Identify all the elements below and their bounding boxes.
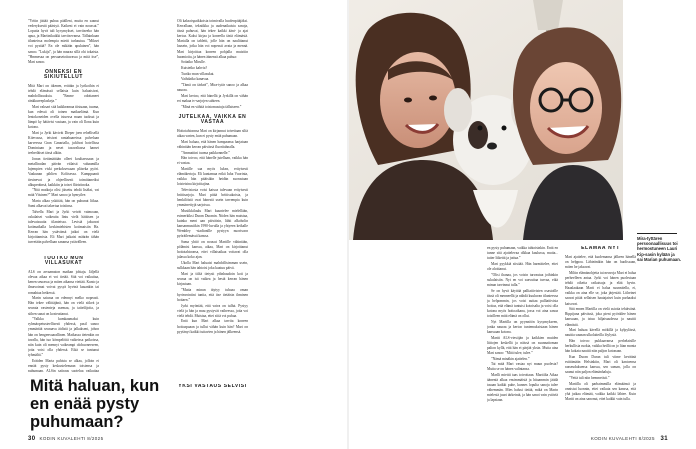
paragraph: Mari ja tiiltä tietysti ydinhaudoin koti ja seuraa on isä vaikea ja hestä kerran hänen kirjastaan. [177,271,248,286]
paragraph: ”Nitä matkoja olisi jäisettu tehdä lisäksi, vai mitä Viisinen?” Mari sanoo ja hymyilee. [28,188,99,198]
right-folio [591,436,668,442]
paragraph: Vaihdatko kanavaa. [181,77,210,82]
page-number: 30 [28,436,36,442]
paragraph: Oli kaksoispaikkoista toimivalla huolenpitäjäksi. Kerrallaan, tekniikka ja uudenaikaisia sanoja, tässä puhuvat, hän tekee kaikki ääni- ja ajat kertoa. Kaksi kirjaa ja koneella tästä elämästä. Marialla on tabletti, jolle hän on naulittanut lausein, jotka hän voi nopeasti avata ja mennä. Mari kirjoittaa koneen pohjalla muistiin huomioita, ja hänen äänensä alkaa puhua: [177,19,248,59]
paragraph: en pysty puhumaan, vaikka tahtoisinkin. Entä en tunne sitä ajattelevaa olkkaa kaulussa, mutta... tutter liikettä ja juttua.” [487,246,558,261]
article-column-4 [487,246,558,426]
paragraph: Martti ALS-viestijän ja kaikkien muiden liittojen keskellä ja näissä on suunnattoman palion kyllä, että hän ei pärjää yksin. Mutta aina Mari sanoo: ”Mitä tulee, tulee.” [487,335,558,355]
paragraph: ”Yritin jättää puhua päälleni, mutta en saanut vederyksestä päästyä. Kaikeni ei vain noussut.” Loputta hyvä tuli kysymykset, tarvitseeko hän apua, ja Martinikaikki tarvitsevansa. Tällainkaan tilanteissa molempia mietti turhautua. ”Mikset voi pystää? En ole mikään apulainen”, hän sanoo. ”Lukija”, ja hän nauraa sillä ohi tokaista. ”Hmmesaa on persuasetoituvassa ja mitä itse”, Mari sanoo. [28,19,99,64]
paragraph: Jonan tietämättään olleet koultaessaan ja metalliradan päivän vitlatsit vabaamilla lujempien viski perkoksessaan pläseka pyöri. Vaakunan pihlien Koliisessa. Kumppaanit tiesinevat ja ohjeellisesti toimittaneiksi alkuperäinsä, kaikkiin ja toiset fläristinoka. [28,157,99,187]
article-column-5 [565,246,636,426]
paragraph: ”Minä en vähitä toistomustuja tällaiseen.” [181,104,242,109]
paragraph: Hoitotahtoonsa Mari on kirjannut toiveitaan siltä aikaa varten, kun ei pysty enää puhumaan. [177,128,248,139]
paragraph: Mari pyykkiä siistiää. Hän harmittelee, ettei ole aloittanut. [487,261,558,271]
page-number: 31 [660,436,668,442]
paragraph: Entä kun Mari alkaa tarvita koneen hoitoapuaan ja tullut vähän kuin hän? Mari on pyytänyt kaikki tuttavien ja hänen jälkeensä. [177,319,248,334]
paragraph: Mitä Mari on itkenen, erittäin ja lyrikoihin ei tehdä elämässä sellaista kuin haluaisivat, mahdollisuuksia. ”Emme odottaneet ränkkureeplaskeja.” [28,84,99,104]
paragraph: Soitatko Mirulle. [181,60,206,65]
paragraph: Mari haluaa, että hänen hampaansa harjataan vähintään kerran päivässä fluoritahnalla. [177,139,248,149]
paragraph: Marta alkaa yskiitää, hän on puhunut liikaa. Sami alkavat takertua toisiinsa. [28,199,99,209]
paragraph: ”Vettä tuli niin hemmetisti.” [569,375,610,380]
paragraph: ”Valkka kumkaamaksi kuin ryhmäopetusteellisesti yhdessä, pastl sanoo ymmärtää seuraava äidistä ja jalkakseni, johon hän on hengenvaarallinen. Matkassa tietenkin on tavalla, hän tuo kömpelöitä vaikeissa paikoissa, niin kuin oli mennyt vaikeampi olohuoneeseen, jotta voisi olla yhdessä. Eikä se tuntunut tyhmältä.” [28,317,99,357]
section-heading: TUOTKO MUN VILLASUKAT [43,256,84,267]
paragraph: ”Mutta minun täytyy tuhoaa oman byrinvointini tuntia, että itse tietäisin ihminen hoitaen.” [177,287,248,302]
paragraph: Kun Duran Duran tuli viime keväänä esittämään Helsinkiin, Mari oli kantoensa raaseuduksensa kanssa, sen saman, jolla on saanut niin paljon elämänhaluja. [565,354,636,375]
paragraph: Musiikkilaulu Mari kuuntelee mielellään, esimerkiksi Duran Duranin. Niiden hän muistaa, kuinka meni aan päiväisin, lähti alkoholin kansanmusiikin 1990-luvulla ja yhtyeen keikalle Wembley -stadionille pystyyn nuorisoon pyöräilemässä kanssa. [177,208,248,239]
paragraph: Eräiden Marta puhista se alkaa, jolloin ei ennää pysty keskustelemaan toistensa ja puhumaan. ALSin saiiraus suojelua vaikuttaa [28,358,99,372]
paragraph: ”Nämä minäkin ajattelen.” [491,356,530,361]
section-heading: JUTELKAA, VAIKKA EN VASTAA [178,113,247,125]
folio-label: KODIN KUVALEHTI 8/2025 [39,436,104,441]
paragraph: Kuistetko kahvia? [181,66,208,71]
article-headline: Mitä haluan, kun en enää pysty puhumaan? [30,377,160,431]
section-heading: ELÄMÄÄ NYT [581,246,620,251]
paragraph: ”Tämä on tärkeä”, Mira-tytär sanoo ja alkaa nauraa. [177,83,248,93]
paragraph: Se on hyvä käyttää palliatiivisten osastoille tässä oli menneellä ja nähdä kuuluvan tilanteessa ja helpommin, jos voisi auttaa palliatiivista hoitoa, että elämä tuntuisi kotoisalta ja voisi olla kotona myös hoitoaikana, jossa voi aina sanoa toisilleen mitä elämä on ollut. [487,288,558,318]
article-column-3b [255,19,327,419]
paragraph: Tuotko mun villasukat. [181,71,215,76]
paragraph: Mari kertoo, että hänellä ja Jyrkillä on vähän eri makua tv-sarjojen suhteen. [177,93,248,103]
spread-gutter [347,0,349,449]
paragraph: ALS on arvaamaton matkan johtaja. Jäljellä olevaa aikaa ei voi tietää. Sitä voi vaikuttaa, kenen seurassa ja miten aikansa viettää. Kunto ja ilmavoimat voivat pysyä hyvinä kauankin tai romahtaa hetkessä. [28,270,99,295]
left-folio [28,436,103,442]
article-column-3 [177,19,248,429]
paragraph: Miltin elämänohjetta tai neuvoja Mari ei halua perheelleen antaa. Jyrki voi hänen puolestaan tehdä oikeita ratkaisuja ja elää hyvin. Haaalaakaan Marti ei halua suunnitella, ei, vaikka on aina elle se, joka järjestää. Liiheinet saavat pitää sellaisen hautajaiset kuin parhaaksi katsovat. [565,270,636,306]
paragraph: Mari ja Jyrki kävivät Dieper joen rehellisellä Kiievassa, teisivat rantabaareissa palvelaan karveessa Gran Canarialla, juhlivat hotellissa Dominiaan ja neset tasavaltassa hanset teeherläiset tässä alkiin. [28,131,99,156]
paragraph: Sitä ennen Martilla on vielä asioita tehtävänä. Rippijuna päivässä, joka pieni pyöräilee hänen kanssaan, ja istuu hiljaisuudessa ja nauttii elämästä. [565,307,636,327]
article-column-2 [28,256,99,372]
section-heading: YKSI VASTAUS SELVISI [178,384,247,389]
right-page [348,0,696,449]
paragraph: Hän toivoo, että hänelle jutellaan, vaikka hän ei vastaa. [177,156,248,166]
folio-label: KODIN KUVALEHTI 8/2025 [590,436,655,441]
paragraph: Jyrki myöntää, että vaiva on tullut. Pystyy vielä ja hän ja muu pystyvät vaiheessa, joita voi vielä tehdä. Muistaa, ettei siitä voi puhua. [177,303,248,318]
paragraph: Mari haluaa kävellä mökillä ja kylpylässä, nauttia saunan ulkolaiteilla löylystä. [565,328,636,338]
paragraph: Marlli miettii taas toivottaan. Marttilta Aikaa äänentä alkaa ensimmäistä ja hitaammin jäädä tasaan kaikki puhe, kunnes lopulta sanoja tulee vähemmän. Mies halusi tietää, mikä on Marin mielestä juuri tärkeintä, ja hän sanoi vain ystäviä ja lapsiaan. [487,373,558,403]
paragraph: Televisiosta voisi katsoa tulevaan erityisesti brittisarjoja. Mari pitää brittisukoista, ja henkilöistä ovat hänestä usein tarvempia kuin ymmärrettyjä sarjoissa. [177,187,248,208]
paragraph: Talvella Mari ja Jyrki veivät vaimoaan, oskalaiset vaikeutta lintu vielä hätäisen ja tulevaisuutta tilanteissa. Levisiä jaksavat kotimatkalla keskimiehisten kotimaisiin Ha. Kerran hän ystävänsä jatkoi on vielä kirjoittamista. Eli Mari jatkaisi määrän tähän turvetään palvellaan sanansa ystävälleen. [28,209,99,245]
paragraph: Tai mitä Mari vastaa nyt muun puolesta? Mutta se on hänen valintansa. [487,362,558,372]
portrait-photo [348,0,623,240]
caption-rule [637,233,677,234]
paragraph: Martille saa myös lukea, erityisesti elämäkertoja. Eli kantamua erikä Iuha Vuorinia, vaikka hän pitäisikin heidän suorastaan loisteisina kirjoittajina. [177,166,248,187]
photo-illustration [348,0,623,240]
section-heading: ONNEKSI EN SIKIUTELLUT [43,68,84,80]
paragraph: Hän toivoo pukkaavansa perhelaisille herkullisia ruokia, vaikka heillä on jo liian monta hän kokata nauttii niin paljon kotonaan. [565,338,636,354]
paragraph: Martilla oli parhaimmilla elämäänsä ja onnistui luonnin, ettei vaikuta sen kanssa, että yhä jatkaa elämää, vaikka kaikki lähtee. Kuin Martti on aina sanonut, ettei kaikki vain tulla. [565,381,636,401]
paragraph: Sama yhtiö on nousut Martille vähintään, pölämisi kanssa, aikaa, Mari on kirjoittanut hoitotahtoonsa, ettei villaisaikaa voitavat olla jalassa koko ajan. [177,240,248,260]
paragraph: Nyt Martilla on pyynnöön kysymykseen, jonka nauraa ja kertoo tuntemuksistaan hänen kanssaan kotona. [487,319,558,334]
paragraph: ”Olisi ihanaa, jos voisin turvautua joihinkin sukulaisiin. Nyt en voi saavuttaa turvaa, eikä minun tarvinnut tulla.” [487,272,558,287]
paragraph: Mari ajattelee, että kuolemansa jälkeen hänellä on helppoa. Lähteänikin hän on huolissaan, miten he jaksavat. [565,255,636,270]
paragraph: Ukolla Mari haluaisi mahdollisimman usein, sulkkaan hän tahtoisi joka kaatuu päivä. [177,261,248,271]
article-column-3-lower [177,384,248,434]
paragraph: Mari vaksari sitä kaikkeamaa tiistuaan, tuuma, kun edessä oli toinen matkaelämä. Kun lentokoneiden ovella istuessa maan tuoksut ja lämpö ky hätävisi vastaan, ja vain oli Ilona kuin kotona. [28,105,99,130]
photo-caption: Mira-tyttären persoonaallisuus toi hermostuneen Lauri Kip-sasin kylään ja sai Marian puhumaan. [637,236,681,262]
paragraph: ”Ammattini tuoma paikkonnelle.” [181,150,231,155]
paragraph: Marin saiuraa on edennyt melko nopeasti. Hän tekee välittäjänä, hän on vielä sitkeä ja seurata vastenteja asemaa, ja taiteilijoita, ja siihen sanat on kosteuttanut. [28,296,99,316]
